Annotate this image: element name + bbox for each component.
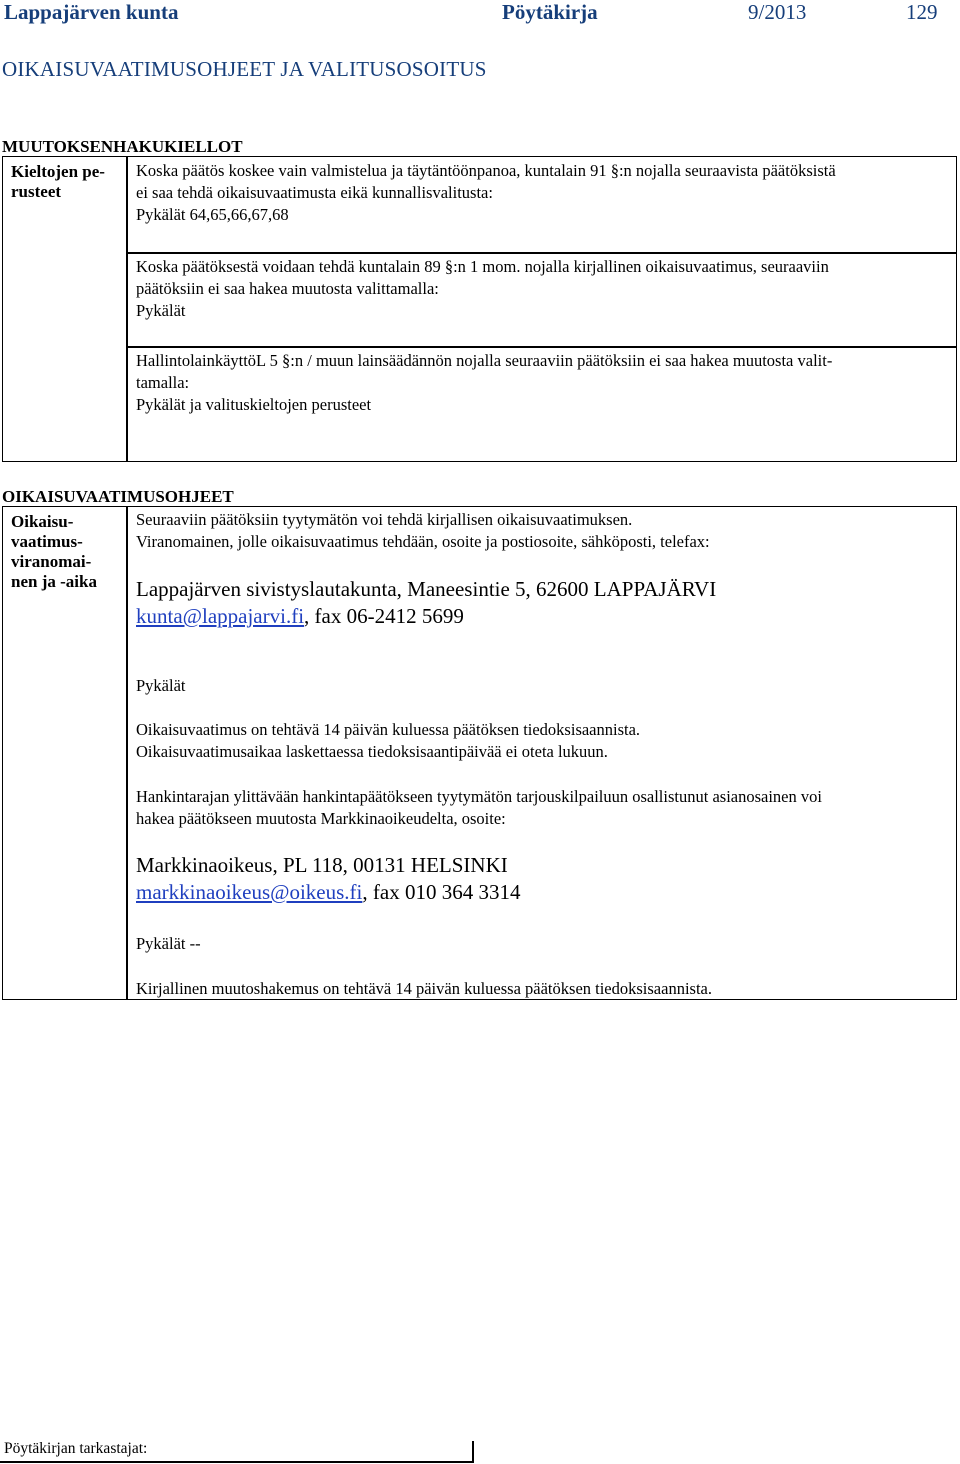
prohibition-block-preparation: Koska päätös koskee vain valmistelua ja täytäntöönpanoa, kuntalain 91 §:n nojalla seuraavista päätöksistä ei saa tehdä oikaisuvaatimusta eikä kunnallisvalitusta: Pykälät 64,65,66,67,68	[136, 161, 836, 224]
market-court-contact	[136, 879, 520, 906]
document-number: 9/2013	[748, 0, 807, 24]
authority-contact	[136, 603, 464, 630]
procurement-note: Hankintarajan ylittävään hankintapäätökseen tyytymätön tarjouskilpailuun osallistunut asianosainen voi hakea päätökseen muutosta Markkinaoikeudelta, osoite:	[136, 787, 822, 828]
inspectors-label: Pöytäkirjan tarkastajat:	[4, 1440, 148, 1457]
rectification-deadline: Oikaisuvaatimus on tehtävä 14 päivän kuluessa päätöksen tiedoksisaannista. Oikaisuvaatimusaikaa laskettaessa tiedoksisaantipäivää ei oteta lukuun.	[136, 720, 641, 761]
market-court-fax: , fax 010 364 3314	[362, 880, 521, 904]
market-court-address: Markkinaoikeus, PL 118, 00131 HELSINKI	[136, 853, 508, 877]
page-title: OIKAISUVAATIMUSOHJEET JA VALITUSOSOITUS	[2, 57, 487, 81]
market-court-sections: Pykälät --	[136, 934, 201, 953]
rectification-label: Oikaisu- vaatimus- viranomai- nen ja -aika	[11, 512, 97, 591]
document-type: Pöytäkirja	[502, 0, 598, 24]
authority-address: Lappajärven sivistyslautakunta, Maneesintie 5, 62600 LAPPAJÄRVI	[136, 577, 717, 601]
prohibition-block-rectification: Koska päätöksestä voidaan tehdä kuntalain 89 §:n 1 mom. nojalla kirjallinen oikaisuvaatimus, seuraaviin päätöksiin ei saa hakea muutosta valittamalla: Pykälät	[136, 257, 829, 320]
authority-email-link[interactable]: kunta@lappajarvi.fi	[136, 604, 305, 628]
section-heading-prohibitions: MUUTOKSENHAKUKIELLOT	[2, 137, 243, 156]
authority-fax: , fax 06-2412 5699	[304, 604, 464, 628]
rectification-intro: Seuraaviin päätöksiin tyytymätön voi tehdä kirjallisen oikaisuvaatimuksen. Viranomainen, jolle oikaisuvaatimus tehdään, osoite ja postiosoite, sähköposti, telefax:	[136, 510, 710, 551]
signature-line	[0, 1461, 474, 1463]
section-heading-rectification: OIKAISUVAATIMUSOHJEET	[2, 487, 234, 506]
appeal-deadline: Kirjallinen muutoshakemus on tehtävä 14 päivän kuluessa päätöksen tiedoksisaannista.	[136, 979, 712, 998]
rectification-sections: Pykälät	[136, 676, 186, 695]
page-number: 129	[906, 0, 938, 24]
prohibitions-label: Kieltojen pe- rusteet	[11, 162, 105, 201]
municipality-name: Lappajärven kunta	[4, 0, 179, 24]
market-court-email-link[interactable]: markkinaoikeus@oikeus.fi	[136, 880, 363, 904]
prohibition-block-administrative: HallintolainkäyttöL 5 §:n / muun lainsäädännön nojalla seuraaviin päätöksiin ei saa hakea muutosta valit- tamalla: Pykälät ja valituskieltojen perusteet	[136, 351, 833, 414]
page-header	[0, 0, 960, 26]
